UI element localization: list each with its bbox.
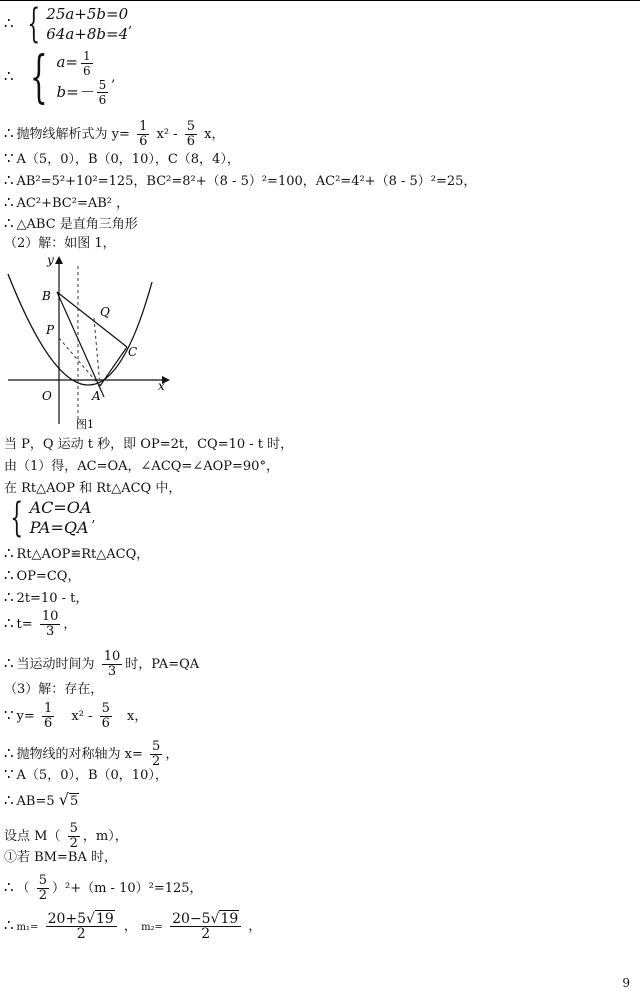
brace: { [10,495,24,541]
label-c: C [128,345,138,359]
label-a: A [92,389,101,403]
part2-heading: （2）解：如图 1， [4,236,116,251]
page-number: 9 [622,976,630,990]
part3-heading: （3）解：存在， [4,682,104,697]
congruent-line: ∴ Rt△AOP≌Rt△ACQ， [4,544,150,562]
y-axis-arrow [55,256,63,264]
label-y: y [47,253,54,267]
parabola-again-line: ∵ y= $\frac{1}{6}$ x² - $\frac{5}{6}$ x， [4,701,148,731]
points-again-line: ∵ A（5，0），B（0，10）， [4,765,168,783]
congruence-system: { AC=OA PA=QA , [10,495,96,541]
label-x: x [158,379,165,393]
motion-line: 当 P，Q 运动 t 秒，即 OP=2t，CQ=10 - t 时， [4,437,294,452]
time-conclusion-line: ∴ 当运动时间为 $\frac{10}{3}$ 时，PA=QA [4,649,200,679]
label-q: Q [100,305,110,319]
lengths-line: ∴ AB²=5²+10²=125，BC²=8²+（8 - 5）²=100，AC²=4²+（8 - 5）²=25， [4,171,477,189]
label-p: P [46,323,55,337]
brace: { [29,44,48,110]
label-o: O [42,389,52,403]
equation: AC=OA [29,498,92,517]
parabola-expression: ∴ 抛物线解析式为 y= $\frac{1}{6}$ x² - $\frac{5}{6}$ x， [4,119,225,149]
therefore-symbol: ∴ [4,13,14,32]
equation: PA=QA [29,518,89,537]
ab-length-line: ∴ AB=5 √5 [4,790,79,809]
parabola [8,274,152,385]
equation: 64a+8b=4 [46,25,129,43]
system-equation-1 [4,1,133,47]
brace: { [27,1,40,47]
in-right-triangles-line: 在 Rt△AOP 和 Rt△ACQ 中， [4,481,182,496]
punct: , [111,70,116,85]
segment-pa [59,338,100,386]
line-bc [57,292,127,347]
symmetry-axis-line: ∴ 抛物线的对称轴为 x= $\frac{5}{2}$ ， [4,739,179,769]
therefore-symbol: ∴ [4,67,14,85]
case1-line: ①若 BM=BA 时， [4,850,117,865]
points-line: ∵ A（5，0），B（0，10），C（8，4）， [4,149,240,167]
solution-b: b=－ $\frac{5}{6}$ [56,78,107,107]
punct: , [128,16,133,32]
solution-a: a= $\frac{1}{6}$ [56,48,91,78]
header-rule [0,0,640,1]
equation-2t-line: ∴ 2t=10 - t， [4,588,89,606]
equation: 25a+5b=0 [46,5,129,23]
right-triangle-line: ∴ △ABC 是直角三角形 [4,214,138,232]
label-b: B [42,289,51,303]
t-value-line: ∴ t= $\frac{10}{3}$ ， [4,609,77,639]
system-solution [4,44,116,110]
equation-m-line: ∴ （ $\frac{5}{2}$ ）²+（m - 10）²=125， [4,873,203,903]
roots-line: ∴ m₁= $\frac{20+5√19}{2}$ ， m₂= $\frac{20-5√19}{2}$ ， [4,911,262,942]
from-part1-line: 由（1）得，AC=OA，∠ACQ=∠AOP=90°， [4,459,279,474]
op-cq-line: ∴ OP=CQ， [4,566,81,584]
figure-1 [4,252,174,432]
figure-caption: 图1 [76,418,94,431]
sum-line: ∴ AC²+BC²=AB² ， [4,193,130,211]
point-m-line: 设点 M（ $\frac{5}{2}$ ，m）， [4,821,128,851]
